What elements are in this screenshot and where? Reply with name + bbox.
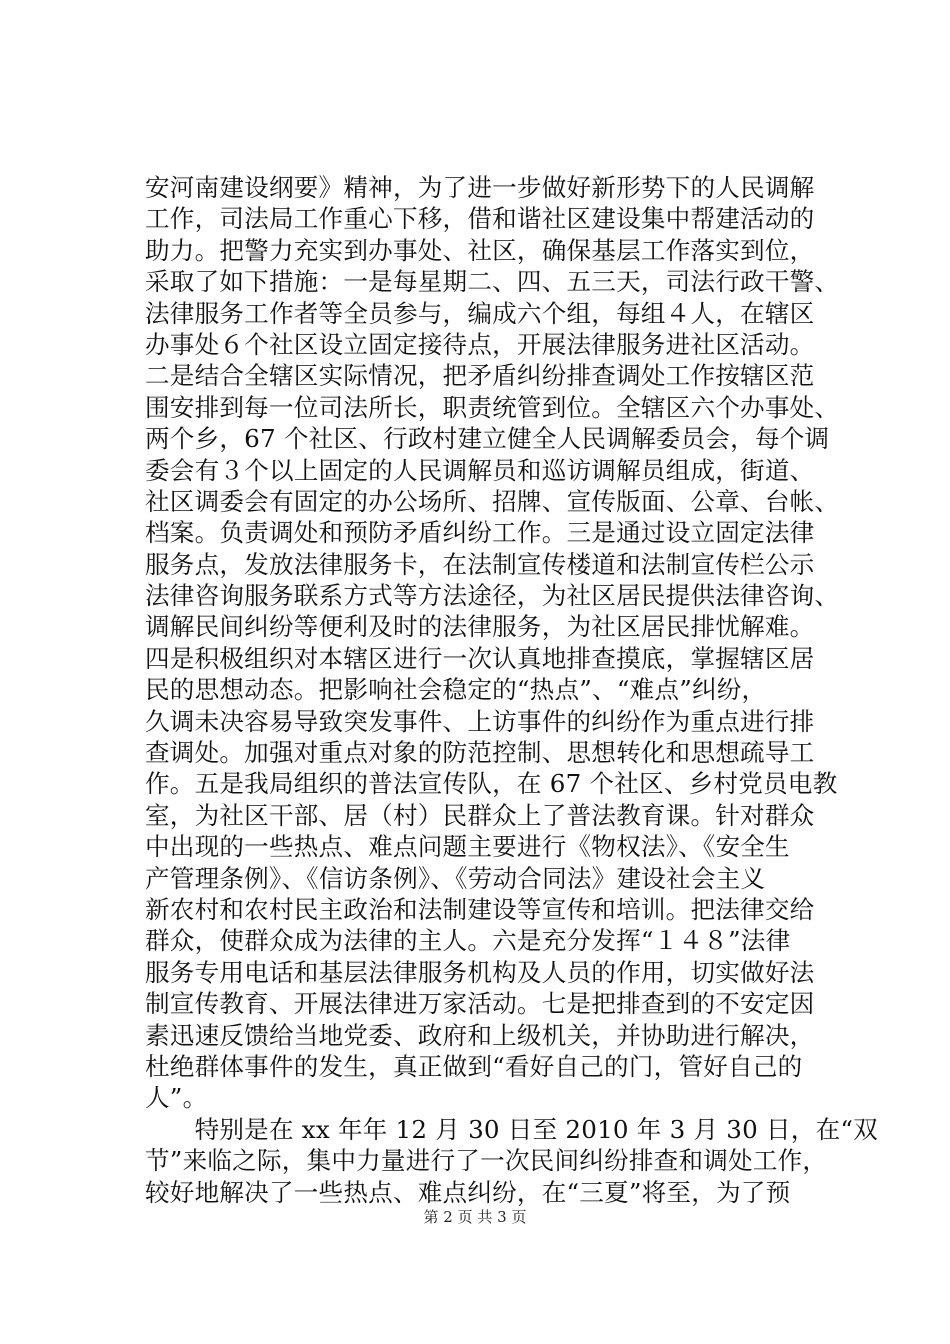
- text-line: 制宣传教育、开展法律进万家活动。七是把排查到的不安定因: [145, 989, 815, 1019]
- text-line: 服务专用电话和基层法律服务机构及人员的作用，切实做好法: [145, 957, 815, 987]
- text-line: 素迅速反馈给当地党委、政府和上级机关，并协助进行解决，: [145, 1020, 815, 1050]
- text-line: 查调处。加强对重点对象的防范控制、思想转化和思想疏导工: [145, 738, 815, 768]
- text-line: 久调未决容易导致突发事件、上访事件的纠纷作为重点进行排: [145, 706, 815, 736]
- text-line: 社区调委会有固定的办公场所、招牌、宣传版面、公章、台帐、: [145, 486, 840, 516]
- text-line: 二是结合全辖区实际情况，把矛盾纠纷排查调处工作按辖区范: [145, 361, 815, 391]
- text-line: 档案。负责调处和预防矛盾纠纷工作。三是通过设立固定法律: [145, 518, 815, 548]
- text-line: 工作，司法局工作重心下移，借和谐社区建设集中帮建活动的: [145, 204, 815, 234]
- text-line: 产管理条例》、《信访条例》、《劳动合同法》建设社会主义: [145, 863, 766, 893]
- text-line: 办事处６个社区设立固定接待点，开展法律服务进社区活动。: [145, 329, 815, 359]
- text-line: 委会有３个以上固定的人民调解员和巡访调解员组成，街道、: [145, 455, 815, 485]
- text-line: 人”。: [145, 1083, 208, 1113]
- text-line: 助力。把警力充实到办事处、社区，确保基层工作落实到位，: [145, 235, 815, 265]
- text-line: 调解民间纠纷等便利及时的法律服务，为社区居民排忧解难。: [145, 612, 815, 642]
- text-line: 法律咨询服务联系方式等方法途径，为社区居民提供法律咨询、: [145, 581, 840, 611]
- text-line: 安河南建设纲要》精神，为了进一步做好新形势下的人民调解: [145, 173, 815, 202]
- text-line: 新农村和农村民主政治和法制建设等宣传和培训。把法律交给: [145, 894, 815, 924]
- text-line: 服务点，发放法律服务卡，在法制宣传楼道和法制宣传栏公示: [145, 549, 815, 579]
- text-line: 作。五是我局组织的普法宣传队，在 67 个社区、乡村党员电教: [145, 769, 838, 799]
- text-line: 杜绝群体事件的发生，真正做到“看好自己的门，管好自己的: [145, 1051, 803, 1081]
- document-body: [145, 172, 878, 1208]
- page-footer: 第 2 页 共 3 页: [423, 1208, 527, 1226]
- text-line: 采取了如下措施：一是每星期二、四、五三天，司法行政干警、: [145, 267, 840, 297]
- text-line: 室，为社区干部、居（村）民群众上了普法教育课。针对群众: [145, 800, 815, 830]
- text-line: 较好地解决了一些热点、难点纠纷，在“三夏”将至，为了预: [145, 1177, 791, 1207]
- text-line: 民的思想动态。把影响社会稳定的“热点”、“难点”纠纷，: [145, 675, 767, 705]
- text-line: 围安排到每一位司法所长，职责统管到位。全辖区六个办事处、: [145, 392, 840, 422]
- text-line: 中出现的一些热点、难点问题主要进行《物权法》、《安全生: [145, 832, 790, 862]
- text-line: 四是积极组织对本辖区进行一次认真地排查摸底，掌握辖区居: [145, 643, 815, 673]
- text-line: 群众，使群众成为法律的主人。六是充分发挥“１４８”法律: [145, 926, 791, 956]
- text-line: 特别是在 xx 年年 12 月 30 日至 2010 年 3 月 30 日，在“双: [145, 1114, 878, 1144]
- text-line: 法律服务工作者等全员参与，编成六个组，每组４人，在辖区: [145, 298, 815, 328]
- text-line: 两个乡，67 个社区、行政村建立健全人民调解委员会，每个调: [145, 424, 830, 454]
- text-line: 节”来临之际，集中力量进行了一次民间纠纷排查和调处工作，: [145, 1146, 828, 1176]
